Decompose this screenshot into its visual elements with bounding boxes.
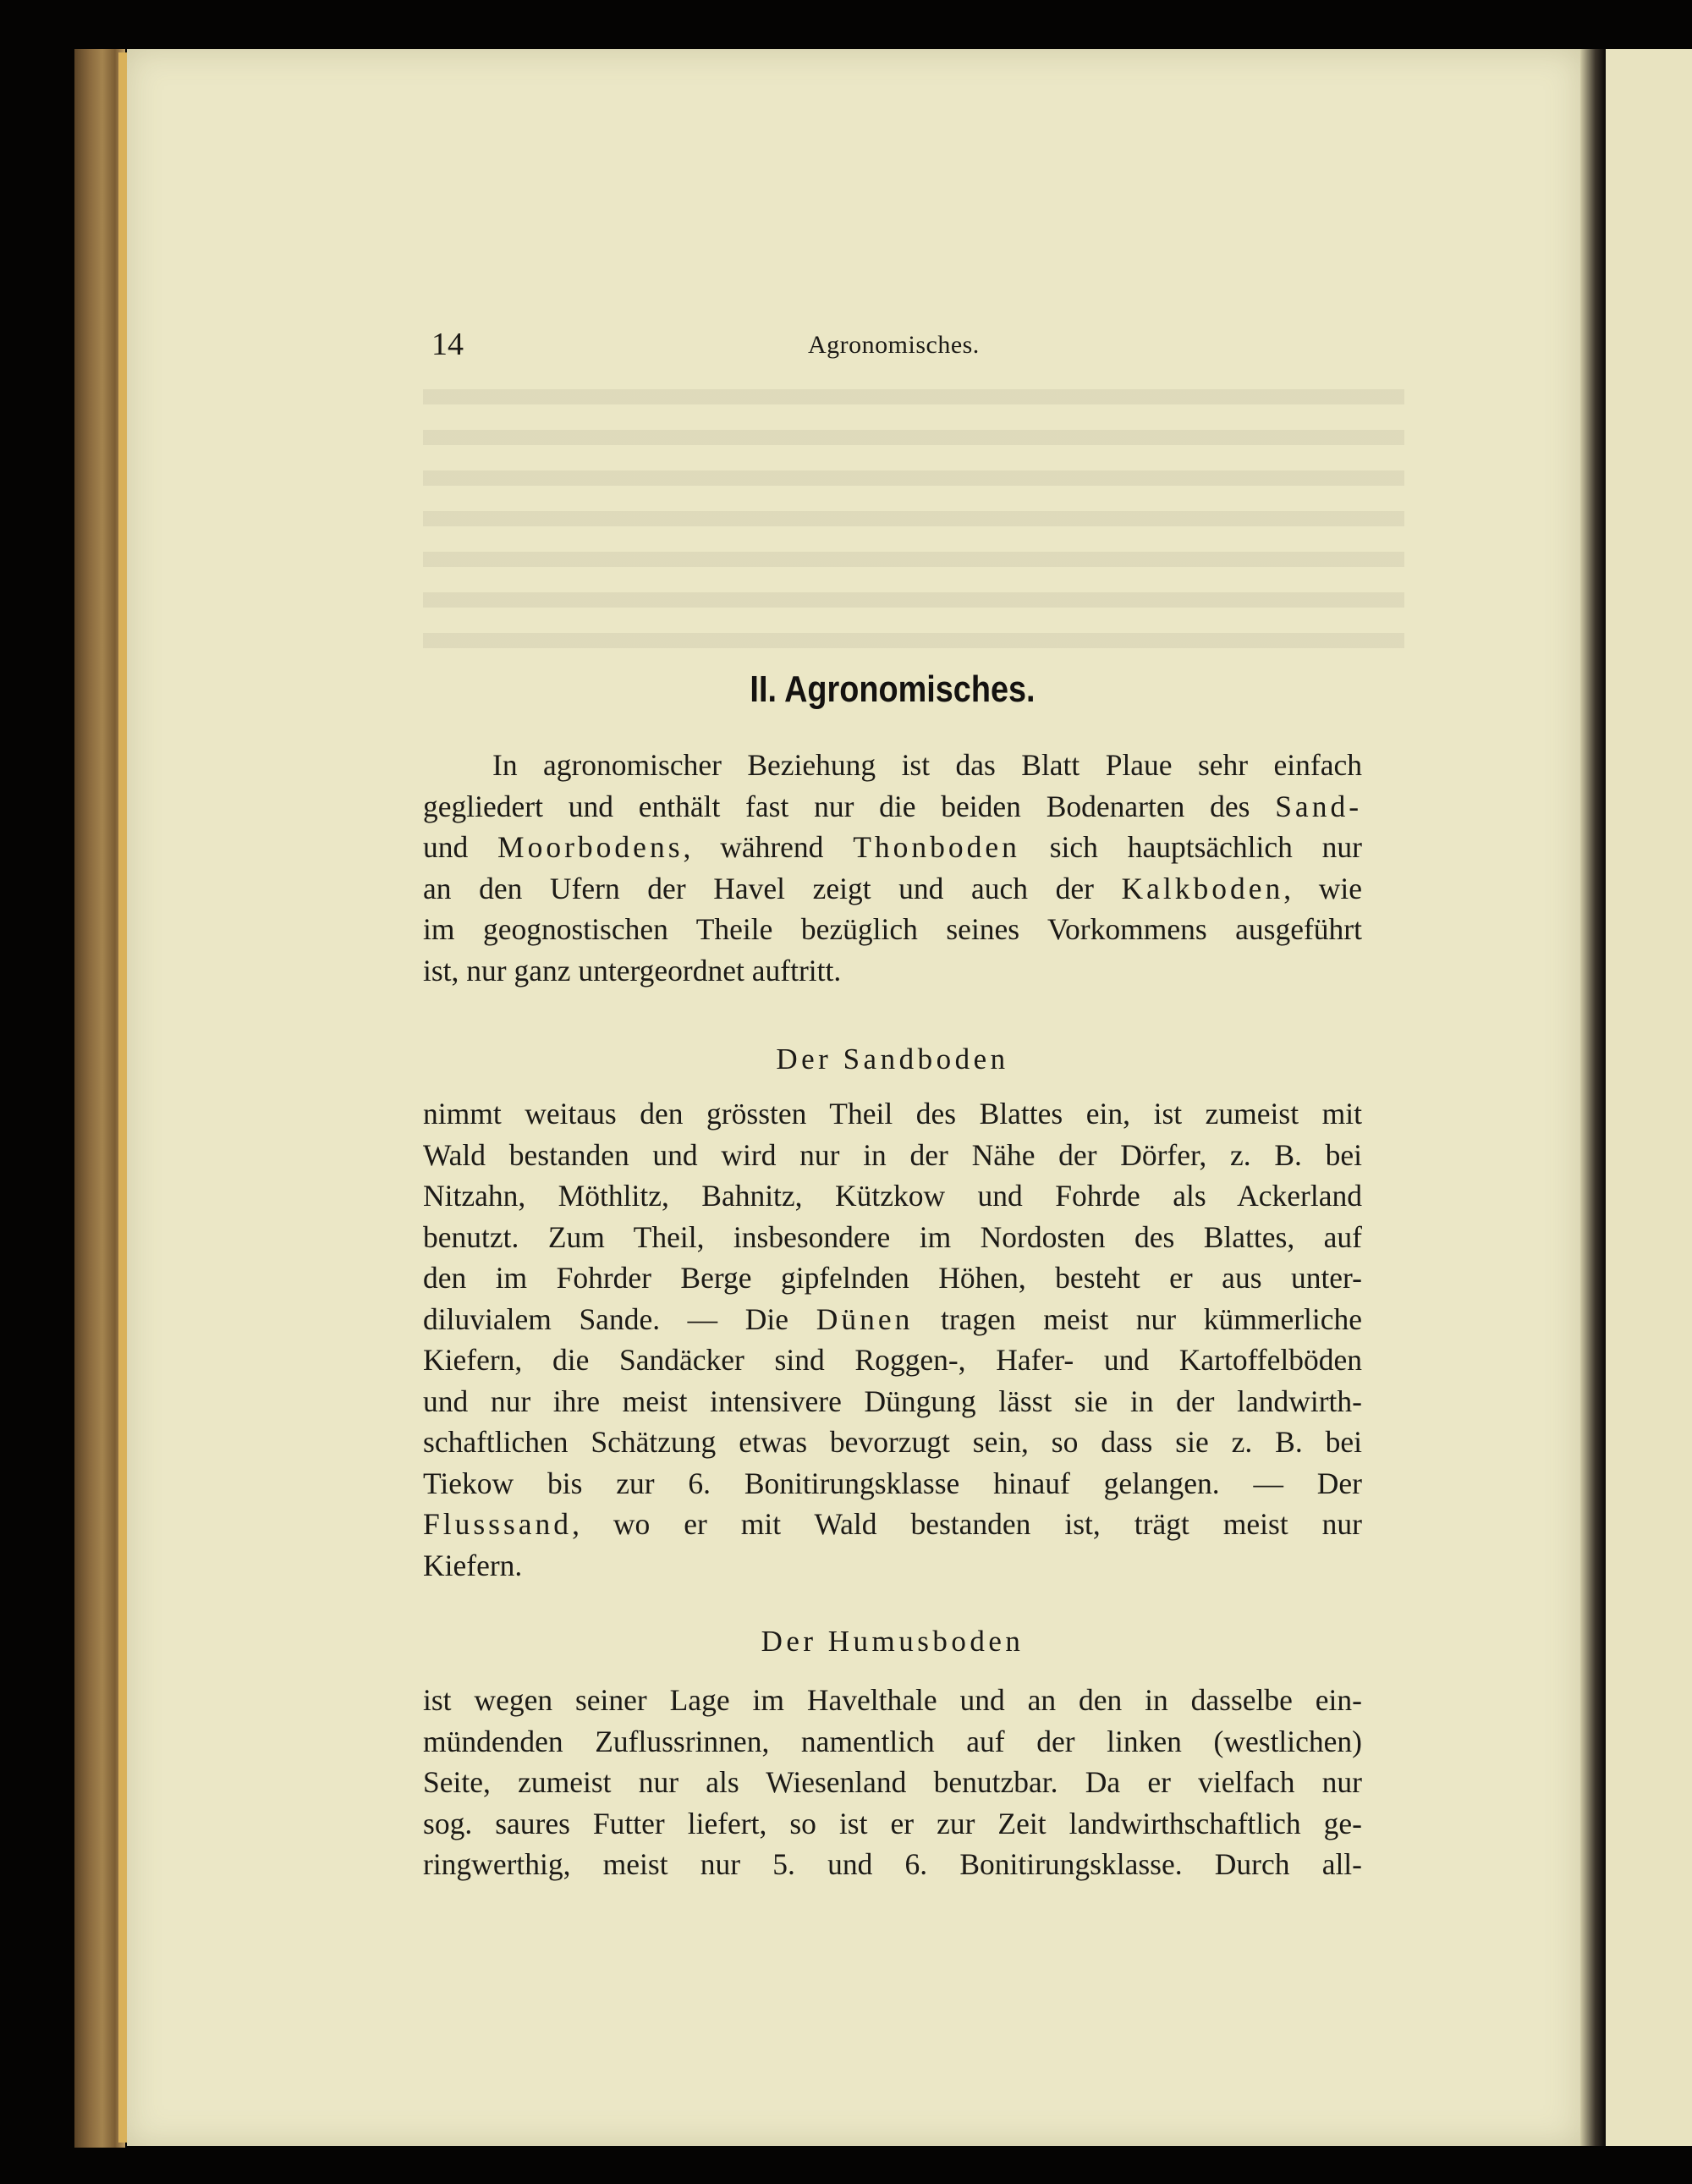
text-line	[423, 868, 1362, 910]
text-line: mündenden Zuflussrinnen, namentlich auf der linken (westlichen)	[423, 1724, 1362, 1758]
text-line: ringwerthig, meist nur 5. und 6. Bonitirungsklasse. Durch all-	[423, 1847, 1362, 1881]
page-number: 14	[431, 327, 464, 362]
subheading-sandboden: Der Sandboden	[776, 1042, 1009, 1075]
text-line	[423, 786, 1362, 828]
sandboden-paragraph	[423, 1093, 1362, 1586]
text-line: im geognostischen Theile bezüglich seines Vorkommens ausgeführt	[423, 912, 1362, 946]
text-span: , wie	[1283, 871, 1362, 905]
text-line: schaftlichen Schätzung etwas bevorzugt sein, so dass sie z. B. bei	[423, 1425, 1362, 1459]
text-line: benutzt. Zum Theil, insbesondere im Nordosten des Blattes, auf	[423, 1219, 1362, 1254]
page-gutter	[1580, 49, 1606, 2146]
text-span: sich hauptsächlich nur	[1049, 830, 1362, 864]
intro-paragraph	[423, 745, 1362, 991]
text-line: ist wegen seiner Lage im Havelthale und an den in dasselbe ein-	[423, 1683, 1362, 1717]
text-line: Nitzahn, Möthlitz, Bahnitz, Kützkow und Fohrde als Ackerland	[423, 1179, 1362, 1213]
text-line: sog. saures Futter liefert, so ist er zur Zeit landwirthschaftlich ge-	[423, 1806, 1362, 1840]
text-span: diluvialem Sande. — Die	[423, 1301, 789, 1336]
running-head: Agronomisches.	[808, 331, 980, 359]
page-header	[431, 326, 1362, 368]
text-line: den im Fohrder Berge gipfelnden Höhen, besteht er aus unter-	[423, 1261, 1362, 1295]
bleed-through-text	[423, 389, 1404, 668]
text-line	[423, 1504, 1362, 1545]
text-span: und	[423, 830, 469, 864]
text-span: gegliedert und enthält fast nur die beiden Bodenarten des	[423, 789, 1250, 823]
book-spine	[74, 49, 125, 2148]
text-line: Seite, zumeist nur als Wiesenland benutzbar. Da er vielfach nur	[423, 1765, 1362, 1799]
spaced-term: Thonboden	[853, 830, 1020, 864]
text-span: , während	[683, 830, 824, 864]
text-line	[423, 1299, 1362, 1340]
text-span: tragen meist nur kümmerliche	[940, 1301, 1363, 1336]
spaced-term: Kalkboden	[1121, 871, 1284, 905]
text-line: In agronomischer Beziehung ist das Blatt Plaue sehr einfach	[492, 748, 1362, 782]
text-line	[423, 827, 1362, 868]
next-page-edge	[1606, 49, 1692, 2146]
text-line: nimmt weitaus den grössten Theil des Blattes ein, ist zumeist mit	[423, 1097, 1362, 1131]
section-title: II. Agronomisches.	[750, 668, 1036, 710]
text-line: und nur ihre meist intensivere Düngung lässt sie in der landwirth-	[423, 1384, 1362, 1418]
spaced-term: Flusssand	[423, 1507, 573, 1541]
text-span: an den Ufern der Havel zeigt und auch der	[423, 871, 1094, 905]
text-line: Tiekow bis zur 6. Bonitirungsklasse hinauf gelangen. — Der	[423, 1466, 1362, 1500]
text-line: Kiefern, die Sandäcker sind Roggen-, Hafer- und Kartoffelböden	[423, 1343, 1362, 1377]
spaced-term: Moorbodens	[497, 830, 684, 864]
humusboden-paragraph	[423, 1680, 1362, 1885]
text-span: , wo er mit Wald bestanden ist, trägt meist nur	[572, 1507, 1362, 1541]
text-line: Wald bestanden und wird nur in der Nähe der Dörfer, z. B. bei	[423, 1137, 1362, 1172]
subheading-humusboden: Der Humusboden	[761, 1625, 1025, 1658]
spaced-term: Sand-	[1275, 789, 1363, 823]
text-line: ist, nur ganz untergeordnet auftritt.	[423, 953, 842, 987]
spaced-term: Dünen	[816, 1301, 914, 1336]
text-line: Kiefern.	[423, 1548, 523, 1582]
